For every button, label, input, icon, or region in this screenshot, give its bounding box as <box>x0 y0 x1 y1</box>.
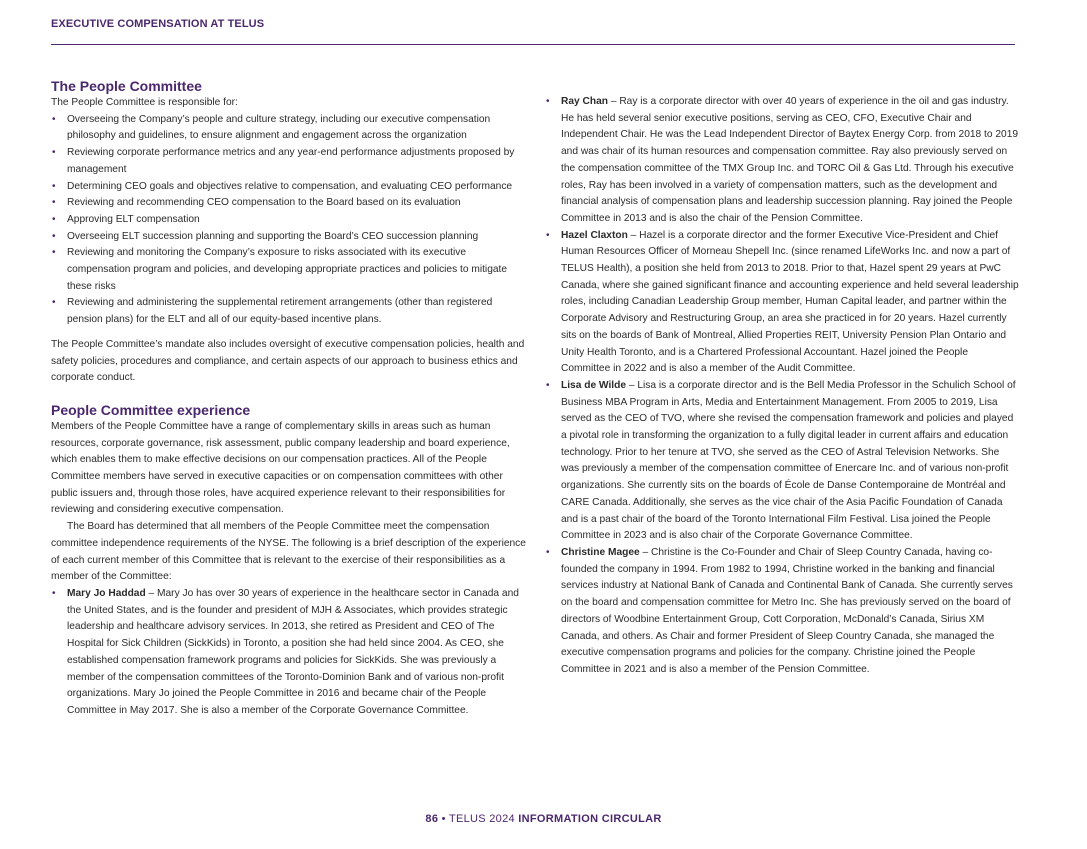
footer-bullet: • <box>441 813 446 825</box>
section-heading-people-committee: The People Committee <box>51 78 202 94</box>
member-bio-text: – Mary Jo has over 30 years of experience in the healthcare sector in Canada and the United States, and is the founder and president of MJH & Associates, which provides strategic leadership and healthcare advisory services. In 2013, she retired as President and CEO of The Hospital for Sick Children (SickKids) in Toronto, a position she had held since 2004. As CEO, she established compensation framework programs and policies for SickKids. She was previously a member of the compensation committees of the Toronto-Dominion Bank and of various non-profit organizations. Mary Jo joined the People Committee in 2016 and became chair of the People Committee in May 2017. She is also a member of the Corporate Governance Committee. <box>67 587 519 716</box>
left-column <box>51 77 526 720</box>
list-item: • Reviewing and recommending CEO compensation to the Board based on its evaluation <box>51 195 526 212</box>
member-bio-magee <box>545 545 1020 679</box>
member-bio-claxton <box>545 228 1020 378</box>
member-list-left <box>51 586 526 720</box>
member-name: Christine Magee <box>561 546 640 558</box>
experience-paragraph-1: Members of the People Committee have a range of complementary skills in areas such as human resources, corporate governance, risk assessment, public company leadership and board experience, which enables them to make effective decisions on our compensation practices. All of the People Committee members have served in executive capacities or on compensation committees with other public issuers and, through those roles, have acquired experience relevant to their responsibilities for reviewing and considering executive compensation. <box>51 420 510 516</box>
page-number: 86 <box>425 813 439 825</box>
running-header: EXECUTIVE COMPENSATION AT TELUS <box>51 18 265 30</box>
member-bio-text: – Lisa is a corporate director and is the Bell Media Professor in the Schulich School of Business MBA Program in Arts, Media and Entertainment Management. From 2005 to 2019, Lisa served as the CEO of TVO, where she revised the compensation framework and policies and played a pivotal role in transforming the organization to a fully digital leader in current affairs and education technology. Prior to her tenure at TVO, she served as the CEO of Astral Television Networks. She was previously a member of the compensation committee of Enercare Inc. and of various non-profit organizations. She currently sits on the boards of École de Danse Contemporaine de Montréal and CARE Canada. Additionally, she serves as the vice chair of the Asia Pacific Foundation of Canada and is a past chair of the board of the Toronto International Film Festival. Lisa joined the People Committee in 2023 and is also chair of the Corporate Governance Committee. <box>561 379 1016 542</box>
list-item: • Reviewing and administering the supplemental retirement arrangements (other than registered pension plans) for the ELT and all of our equity-based incentive plans. <box>51 295 526 328</box>
footer-document-title: INFORMATION CIRCULAR <box>518 813 662 825</box>
member-bio-text: – Hazel is a corporate director and the former Executive Vice-President and Chief Human Resources Officer of Morneau Shepell Inc. (since renamed LifeWorks Inc. and now a part of TELUS Health), a position she held from 2013 to 2018. Prior to that, Hazel spent 29 years at PwC Canada, where she gained significant finance and accounting experience and held several leadership roles, including Canadian Leadership Group member, Human Capital leader, and partner within the Corporate Advisory and Restructuring Group, an area she practiced in for 20 years. Hazel currently sits on the boards of Bank of Montreal, Allied Properties REIT, University Pension Plan Ontario and Unity Health Toronto, and is a Chartered Professional Accountant. Hazel joined the People Committee in 2022 and is also a member of the Audit Committee. <box>561 229 1019 375</box>
page-footer <box>0 813 1087 825</box>
list-item: • Reviewing corporate performance metrics and any year-end performance adjustments proposed by management <box>51 145 526 178</box>
member-name: Hazel Claxton <box>561 229 628 241</box>
committee-intro: The People Committee is responsible for: <box>51 97 238 108</box>
member-bio-haddad <box>51 586 526 720</box>
member-bio-de-wilde <box>545 378 1020 545</box>
list-item: • Overseeing the Company’s people and culture strategy, including our executive compensation philosophy and guidelines, to ensure alignment and engagement across the organization <box>51 112 526 145</box>
member-list-right <box>545 94 1020 679</box>
list-item: • Overseeing ELT succession planning and supporting the Board’s CEO succession planning <box>51 229 526 246</box>
member-bio-chan <box>545 94 1020 228</box>
list-item: • Reviewing and monitoring the Company’s exposure to risks associated with its executive compensation program and policies, and developing appropriate practices and policies to mitigate these risks <box>51 245 526 295</box>
mandate-paragraph: The People Committee’s mandate also includes oversight of executive compensation policies, health and safety policies, procedures and compliance, and certain aspects of our approach to business ethics and corporate conduct. <box>51 338 525 384</box>
experience-paragraph-2: The Board has determined that all members of the People Committee meet the compensation committee independence requirements of the NYSE. The following is a brief description of the experience of each current member of this Committee that is relevant to the exercise of their responsibilities as a member of the Committee: <box>51 521 526 583</box>
member-bio-text: – Christine is the Co-Founder and Chair of Sleep Country Canada, having co-founded the company in 1994. From 1982 to 1994, Christine worked in the banking and financial services industry at National Bank of Canada and Continental Bank of Canada. She currently serves on the board and compensation committee for Metro Inc. She has previously served on the board of directors of Woodbine Entertainment Group, Cott Corporation, McDonald’s Canada, Sirius XM Canada, and others. As Chair and former President of Sleep Country Canada, she managed the executive compensation programs and policies for the company. Christine joined the People Committee in 2021 and is also a member of the Pension Committee. <box>561 546 1013 675</box>
section-heading-experience: People Committee experience <box>51 401 251 418</box>
list-item: • Determining CEO goals and objectives relative to compensation, and evaluating CEO performance <box>51 179 526 196</box>
member-name: Lisa de Wilde <box>561 379 627 391</box>
footer-brand: TELUS 2024 <box>448 813 515 825</box>
member-name: Mary Jo Haddad <box>67 587 146 599</box>
right-column <box>545 94 1020 679</box>
responsibilities-list <box>51 112 526 329</box>
header-divider <box>51 44 1015 45</box>
list-item: • Approving ELT compensation <box>51 212 526 229</box>
member-bio-text: – Ray is a corporate director with over 40 years of experience in the oil and gas industry. He has held several senior executive positions, serving as CEO, CFO, Executive Chair and Independent Chair. He was the Lead Independent Director of Baytex Energy Corp. from 2018 to 2019 and was chair of its human resources and compensation committee. Ray also previously served on the compensation committee of the TMX Group Inc. and TORC Oil & Gas Ltd. Through his executive roles, Ray has been involved in a variety of compensation matters, such as the development and financial analysis of compensation plans and leadership succession planning. Ray joined the People Committee in 2013 and is also the chair of the Pension Committee. <box>561 96 1019 224</box>
member-name: Ray Chan <box>561 96 608 107</box>
